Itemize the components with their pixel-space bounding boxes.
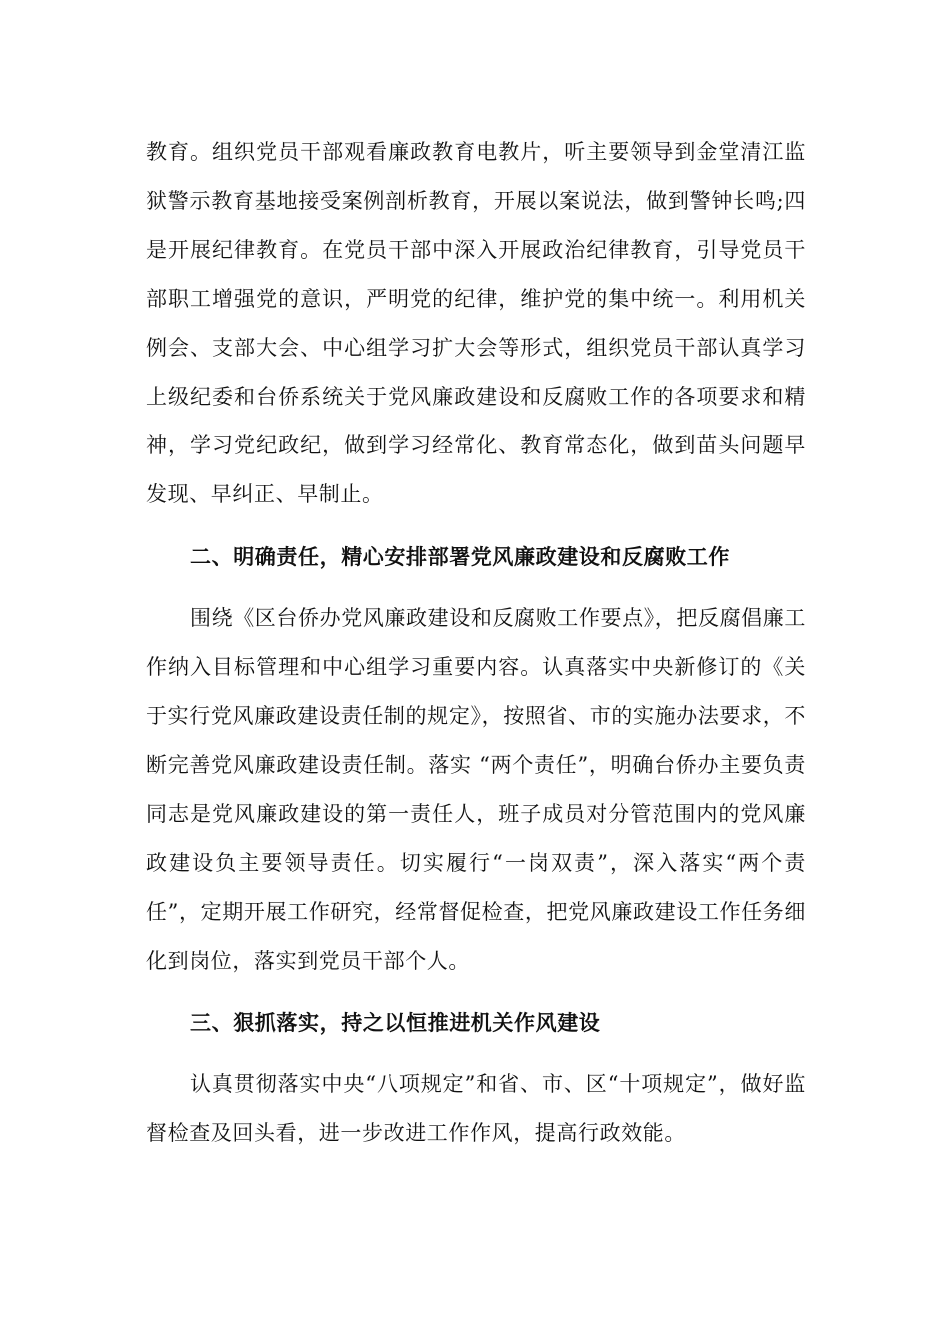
body-paragraph-1: 教育。组织党员干部观看廉政教育电教片，听主要领导到金堂清江监狱警示教育基地接受案例剖析教育，开展以案说法，做到警钟长鸣;四是开展纪律教育。在党员干部中深入开展政治纪律教育，引导党员干部职工增强党的意识，严明党的纪律，维护党的集中统一。利用机关例会、支部大会、中心组学习扩大会等形式，组织党员干部认真学习上级纪委和台侨系统关于党风廉政建设和反腐败工作的各项要求和精神，学习党纪政纪，做到学习经常化、教育常态化，做到苗头问题早发现、早纠正、早制止。 xyxy=(146,140,806,507)
body-paragraph-2: 围绕《区台侨办党风廉政建设和反腐败工作要点》，把反腐倡廉工作纳入目标管理和中心组学习重要内容。认真落实中央新修订的《关于实行党风廉政建设责任制的规定》，按照省、市的实施办法要求，不断完善党风廉政建设责任制。落实 “两个责任”，明确台侨办主要负责同志是党风廉政建设的第一责任人，班子成员对分管范围内的党风廉政建设负主要领导责任。切实履行“一岗双责”，深入落实“两个责任”，定期开展工作研究，经常督促检查，把党风廉政建设工作任务细化到岗位，落实到党员干部个人。 xyxy=(146,606,806,973)
document-page xyxy=(146,128,806,1158)
section-heading-3: 三、狠抓落实，持之以恒推进机关作风建设 xyxy=(190,1010,601,1036)
section-heading-2: 二、明确责任，精心安排部署党风廉政建设和反腐败工作 xyxy=(190,544,730,570)
body-paragraph-3: 认真贯彻落实中央“八项规定”和省、市、区“十项规定”，做好监督检查及回头看，进一步改进工作作风，提高行政效能。 xyxy=(146,1072,806,1146)
